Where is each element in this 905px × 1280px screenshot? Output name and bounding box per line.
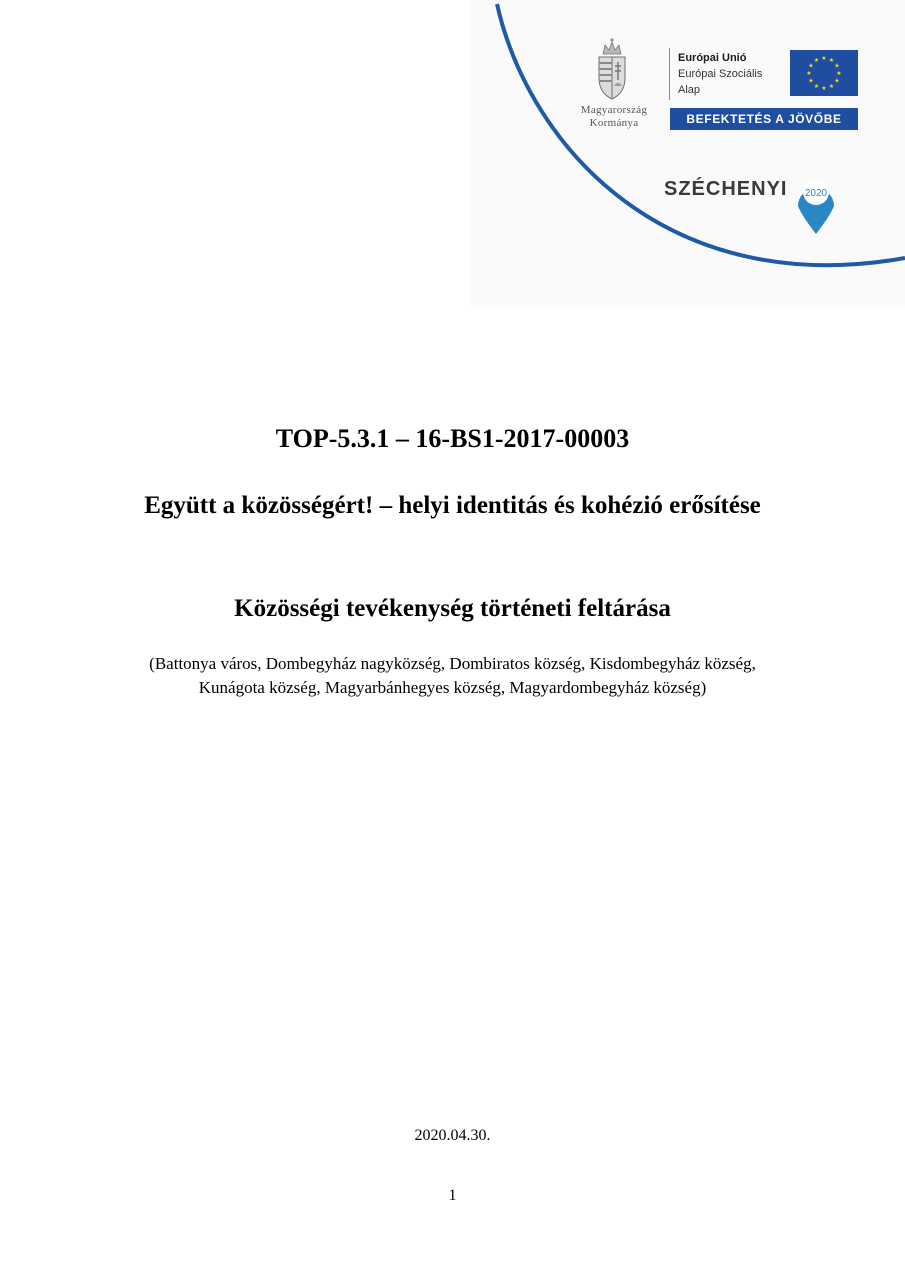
svg-text:★: ★ <box>836 70 842 77</box>
settlements-list <box>0 652 905 700</box>
svg-text:★: ★ <box>828 83 835 90</box>
svg-text:★: ★ <box>813 83 820 90</box>
eu-logo-text <box>678 50 788 98</box>
header-logo-block <box>470 0 905 305</box>
svg-text:★: ★ <box>828 57 835 64</box>
government-logo-text <box>564 104 664 130</box>
eu-fund-line: Európai Szociális <box>678 68 763 80</box>
svg-text:★: ★ <box>834 77 840 85</box>
svg-text:★: ★ <box>834 62 840 70</box>
eu-fund-line2: Alap <box>678 84 701 96</box>
page-number: 1 <box>448 1187 457 1204</box>
szechenyi-logo-text: SZÉCHENYI <box>664 178 788 200</box>
investment-banner: BEFEKTETÉS A JÖVŐBE <box>670 108 858 130</box>
decorative-arc <box>470 0 905 305</box>
map-pin-icon <box>782 168 850 236</box>
szechenyi-year: 2020 <box>804 188 828 199</box>
settlements-line-2: Kunágota község, Magyarbánhegyes község, Magyardombegyház község) <box>198 678 707 697</box>
government-name-line1: Magyarország <box>580 104 648 116</box>
document-title: Közösségi tevékenység történeti feltárása <box>234 595 671 622</box>
hungarian-coat-of-arms-icon <box>594 38 630 100</box>
eu-title: Európai Unió <box>678 52 747 64</box>
svg-text:★: ★ <box>813 57 820 64</box>
government-name-line2: Kormánya <box>589 117 639 129</box>
svg-text:★: ★ <box>806 70 812 77</box>
svg-text:★: ★ <box>808 62 814 70</box>
document-date: 2020.04.30. <box>414 1127 491 1144</box>
project-code: TOP-5.3.1 – 16-BS1-2017-00003 <box>275 424 630 453</box>
svg-text:★: ★ <box>821 55 827 62</box>
eu-flag-icon <box>790 50 858 96</box>
eu-logo-divider <box>669 48 670 100</box>
svg-text:★: ★ <box>821 85 827 92</box>
settlements-line-1: (Battonya város, Dombegyház nagyközség, Dombiratos község, Kisdombegyház község, <box>149 654 756 673</box>
svg-text:★: ★ <box>808 77 814 85</box>
project-title: Együtt a közösségért! – helyi identitás és kohézió erősítése <box>144 492 761 519</box>
